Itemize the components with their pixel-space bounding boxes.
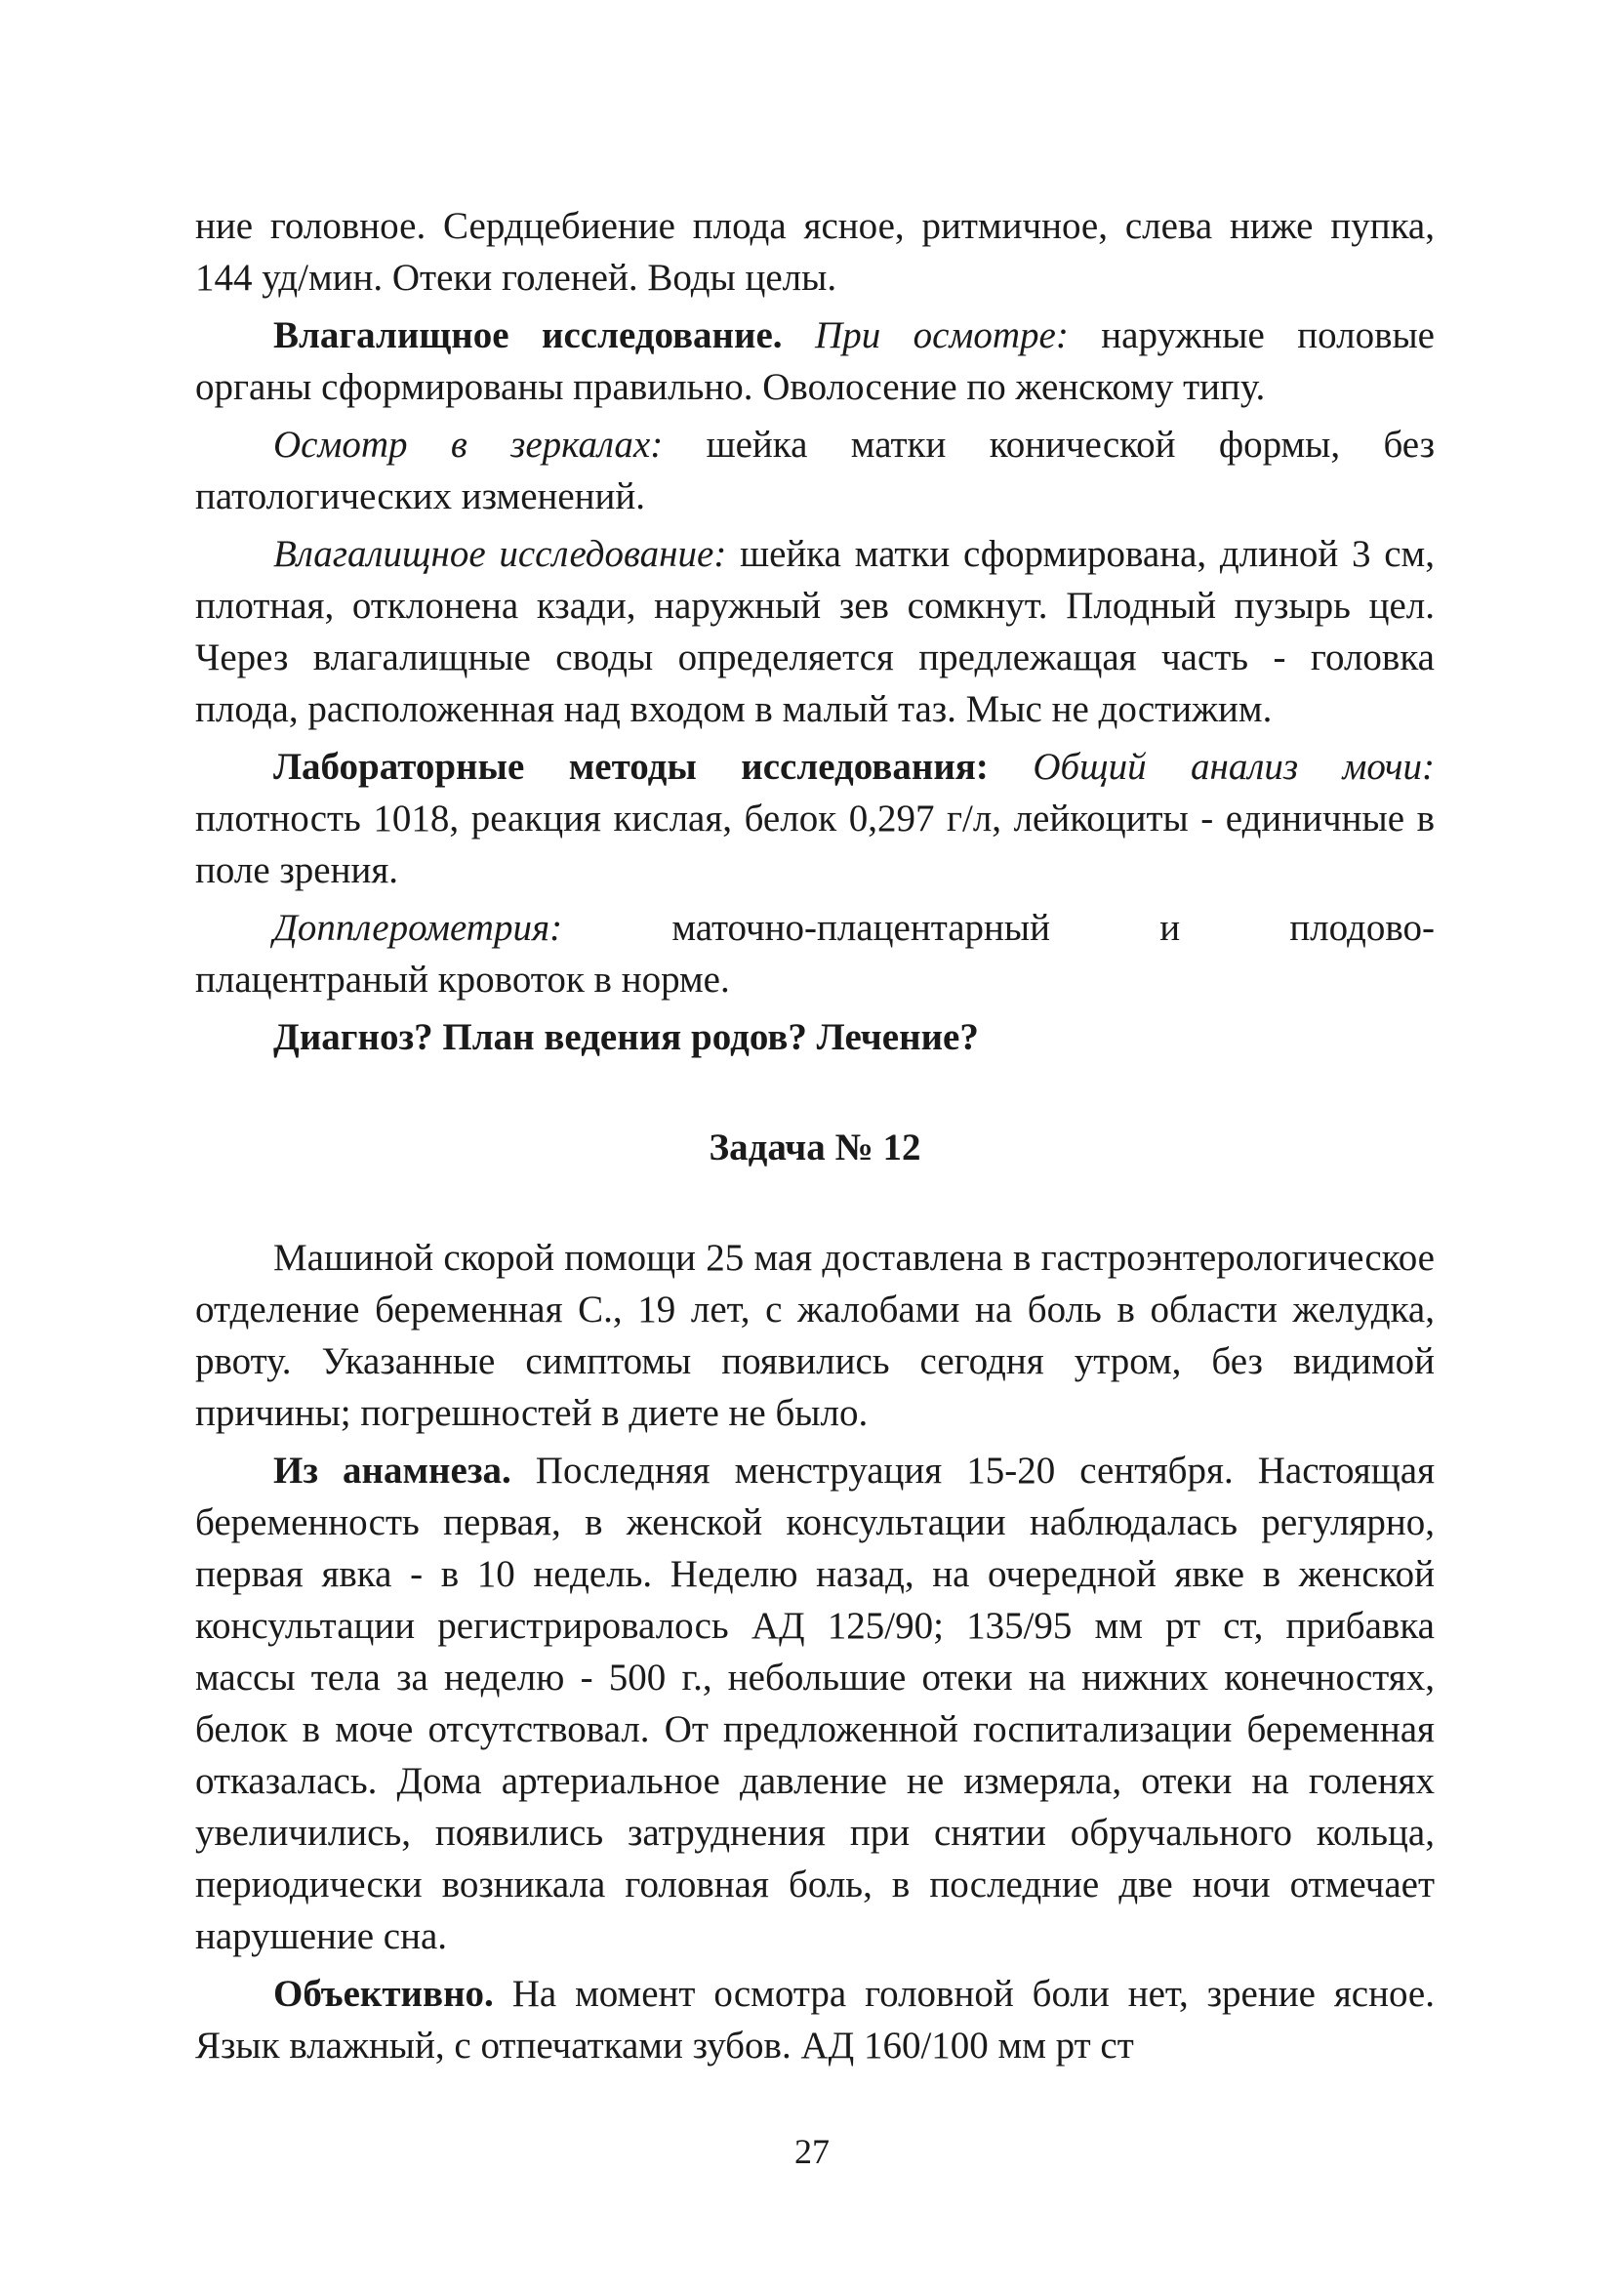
text-urinalysis: плотность 1018, реакция кислая, белок 0,297 г/л, лейкоциты - единичные в поле зрения. [195, 798, 1435, 891]
subheading-urinalysis: Общий анализ мочи: [1033, 746, 1436, 788]
subheading-speculum: Осмотр в зеркалах: [273, 424, 664, 466]
task-title: Задача № 12 [709, 1127, 921, 1168]
subheading-vaginal-findings: Влагалищное исследование: [273, 533, 727, 575]
heading-vaginal-exam: Влагалищное исследование. [273, 314, 783, 356]
paragraph-questions: Диагноз? План ведения родов? Лечение? [273, 1016, 979, 1058]
subheading-dopplerometry: Допплерометрия: [273, 907, 563, 949]
text-vaginal-findings: шейка матки сформирована, длиной 3 см, плотная, отклонена кзади, наружный зев сомкнут. Плодный пузырь цел. Через влагалищные своды определяется предлежащая часть - головка плода, расположенная над входом в малый таз. Мыс не достижим. [195, 533, 1435, 730]
paragraph-speculum-exam [195, 419, 1435, 522]
text-objective: На момент осмотра головной боли нет, зрение ясное. Язык влажный, с отпечатками зубов. АД 160/100 мм рт ст [195, 1973, 1435, 2067]
page-number: 27 [794, 2132, 830, 2171]
paragraph-dopplerometry [195, 902, 1435, 1005]
dopplerometry-word-1: маточно-плацентарный [671, 907, 1050, 949]
dopplerometry-word-2: и [1159, 907, 1181, 949]
dopplerometry-word-3: плодово- [1289, 907, 1435, 949]
dopplerometry-line-1 [195, 902, 1435, 954]
paragraph-lab-methods [195, 741, 1435, 896]
dopplerometry-line-2: плацентраный кровоток в норме. [195, 959, 730, 1001]
heading-lab-methods: Лабораторные методы исследования: [273, 746, 989, 788]
paragraph-admission: Машиной скорой помощи 25 мая доставлена в гастроэнтерологическое отделение беременная С., 19 лет, с жалобами на боль в области желудка, рвоту. Указанные симптомы появились сегодня утром, без видимой причины; погрешностей в диете не было. [195, 1237, 1435, 1434]
subheading-inspection: При осмотре: [815, 314, 1069, 356]
heading-anamnesis: Из анамнеза. [273, 1450, 511, 1492]
paragraph-vaginal-findings [195, 528, 1435, 735]
paragraph-anamnesis [195, 1445, 1435, 1962]
paragraph-vaginal-exam [195, 309, 1435, 413]
paragraph-fetal-heartbeat: ние головное. Сердцебиение плода ясное, ритмичное, слева ниже пупка, 144 уд/мин. Отеки голеней. Воды целы. [195, 205, 1435, 299]
text-anamnesis: Последняя менструация 15-20 сентября. Настоящая беременность первая, в женской консультации наблюдалась регулярно, первая явка - в 10 недель. Неделю назад, на очередной явке в женской консультации регистрировалось АД 125/90; 135/95 мм рт ст, прибавка массы тела за неделю - 500 г., небольшие отеки на нижних конечностях, белок в моче отсутствовал. От предложенной госпитализации беременная отказалась. Дома артериальное давление не измеряла, отеки на голенях увеличились, появились затруднения при снятии обручального кольца, периодически возникала головная боль, в последние две ночи отмечает нарушение сна. [195, 1450, 1436, 1957]
text-inspection: наружные половые органы сформированы правильно. Оволосение по женскому типу. [195, 314, 1435, 408]
paragraph-objective [195, 1968, 1435, 2071]
text-speculum: шейка матки конической формы, без патологических изменений. [195, 424, 1435, 517]
page-body [195, 200, 1435, 2071]
heading-objective: Объективно. [273, 1973, 494, 2015]
